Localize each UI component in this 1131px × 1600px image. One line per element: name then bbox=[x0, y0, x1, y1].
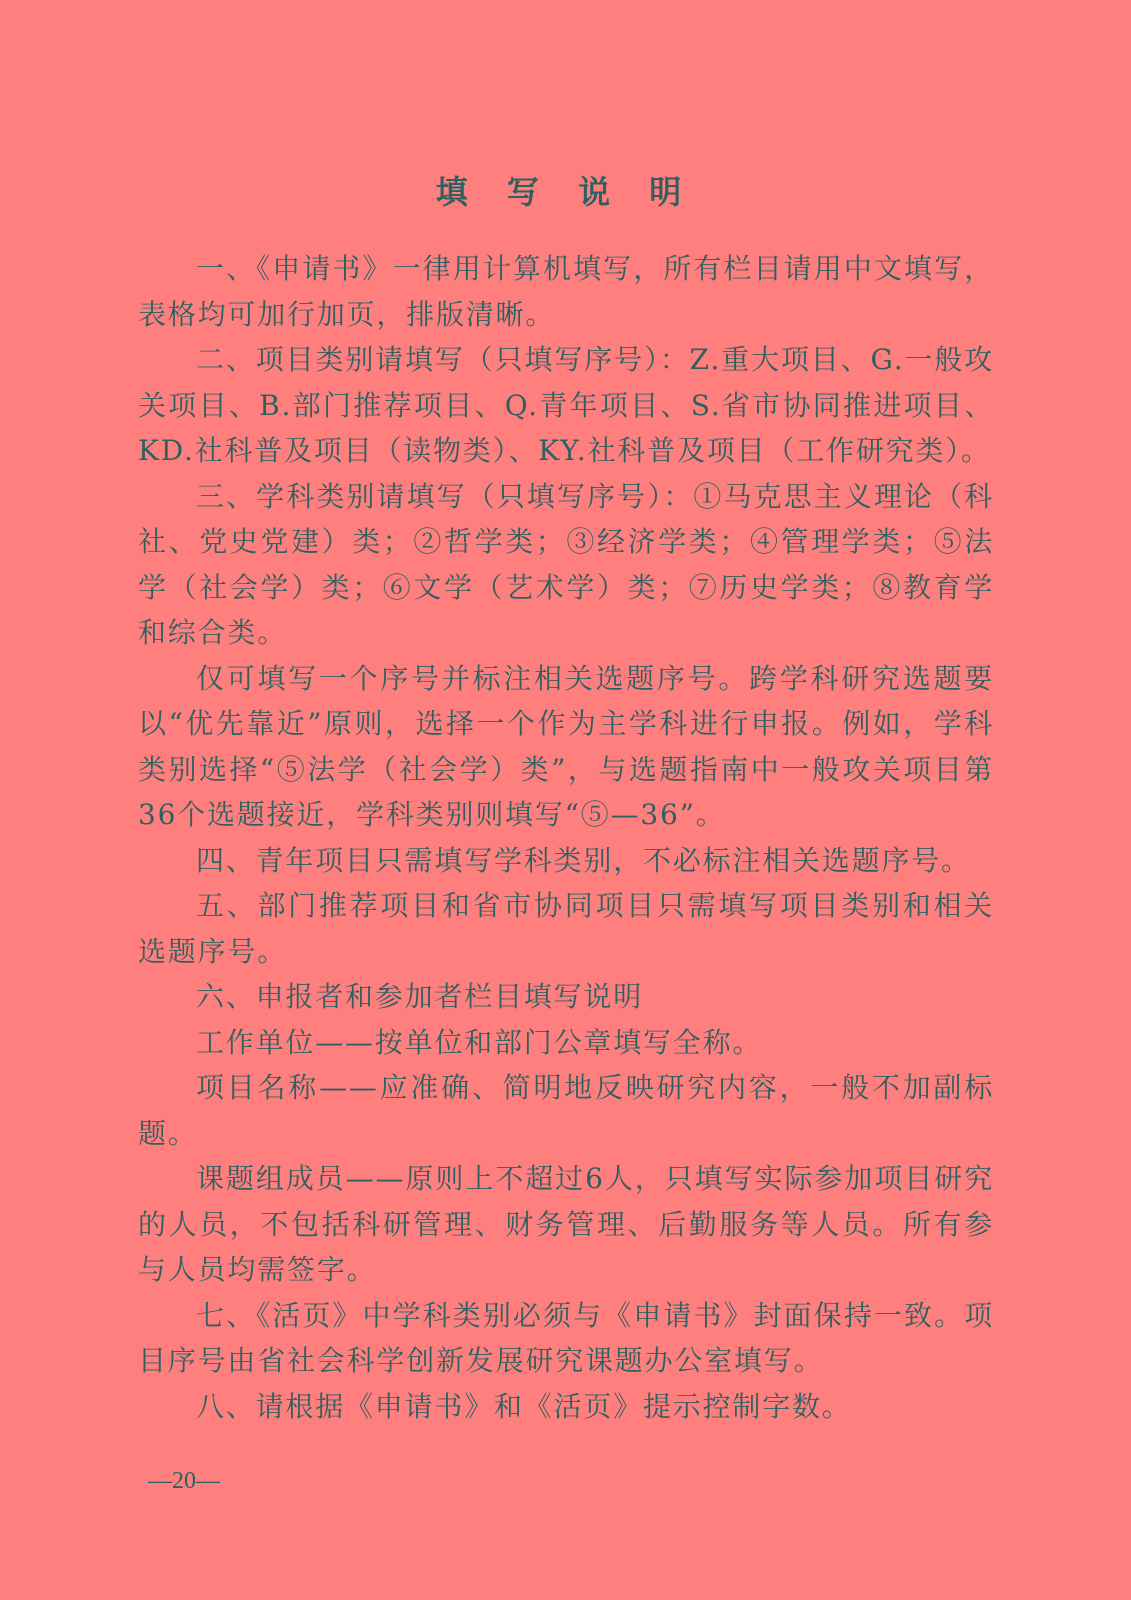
paragraph-3: 三、学科类别请填写（只填写序号）：①马克思主义理论（科社、党史党建）类；②哲学类；③经济学类；④管理学类；⑤法学（社会学）类；⑥文学（艺术学）类；⑦历史学类；⑧教育学和综合类。 bbox=[138, 479, 994, 649]
paragraph-12: 八、请根据《申请书》和《活页》提示控制字数。 bbox=[196, 1389, 852, 1423]
paragraph-8: 工作单位——按单位和部门公章填写全称。 bbox=[196, 1025, 763, 1059]
paragraph-5: 四、青年项目只需填写学科类别，不必标注相关选题序号。 bbox=[196, 843, 971, 877]
paragraph-11: 七、《活页》中学科类别必须与《申请书》封面保持一致。项目序号由省社会科学创新发展研究课题办公室填写。 bbox=[138, 1298, 994, 1377]
page-number: —20— bbox=[148, 1468, 220, 1494]
paragraph-4: 仅可填写一个序号并标注相关选题序号。跨学科研究选题要以“优先靠近”原则，选择一个作为主学科进行申报。例如，学科类别选择“⑤法学（社会学）类”，与选题指南中一般攻关项目第36个选题接近，学科类别则填写“⑤—36”。 bbox=[138, 661, 994, 831]
paragraph-9: 项目名称——应准确、简明地反映研究内容，一般不加副标题。 bbox=[138, 1071, 994, 1150]
paragraph-2: 二、项目类别请填写（只填写序号）：Z.重大项目、G.一般攻关项目、B.部门推荐项目、Q.青年项目、S.省市协同推进项目、KD.社科普及项目（读物类）、KY.社科普及项目（工作研究类）。 bbox=[138, 343, 994, 467]
paragraph-6: 五、部门推荐项目和省市协同项目只需填写项目类别和相关选题序号。 bbox=[138, 889, 994, 968]
paragraph-10: 课题组成员——原则上不超过6人，只填写实际参加项目研究的人员，不包括科研管理、财务管理、后勤服务等人员。所有参与人员均需签字。 bbox=[138, 1162, 994, 1286]
instructions-body bbox=[138, 246, 994, 1429]
paragraph-1: 一、《申请书》一律用计算机填写，所有栏目请用中文填写，表格均可加行加页，排版清晰。 bbox=[138, 252, 994, 331]
page-title: 填 写 说 明 bbox=[435, 173, 696, 211]
paragraph-7: 六、申报者和参加者栏目填写说明 bbox=[196, 980, 644, 1013]
